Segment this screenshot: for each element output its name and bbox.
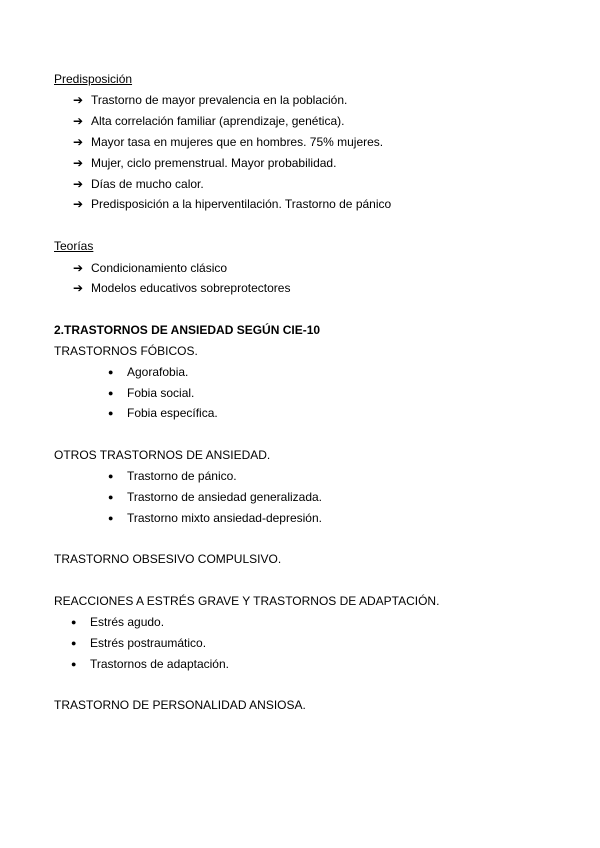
bullet-icon: ● — [71, 659, 77, 669]
list-item-text: Fobia específica. — [127, 406, 218, 420]
list-item-text: Trastorno de ansiedad generalizada. — [127, 490, 323, 504]
list-item-text: Trastorno de mayor prevalencia en la población. — [91, 93, 348, 107]
arrow-icon: ➔ — [73, 197, 84, 211]
list-item-text: Condicionamiento clásico — [91, 261, 228, 275]
fobicos-label: TRASTORNOS FÓBICOS. — [54, 344, 198, 358]
arrow-icon: ➔ — [73, 135, 84, 149]
bullet-icon: ● — [108, 388, 114, 398]
bullet-icon: ● — [108, 471, 114, 481]
list-item-text: Fobia social. — [127, 386, 195, 400]
bullet-icon: ● — [108, 492, 114, 502]
list-item-text: Mujer, ciclo premenstrual. Mayor probabilidad. — [91, 156, 337, 170]
bullet-icon: ● — [108, 367, 114, 377]
list-item-text: Estrés postraumático. — [90, 636, 207, 650]
personalidad-label: TRASTORNO DE PERSONALIDAD ANSIOSA. — [54, 698, 306, 712]
list-item-text: Alta correlación familiar (aprendizaje, genética). — [91, 114, 345, 128]
arrow-icon: ➔ — [73, 261, 84, 275]
list-item-text: Días de mucho calor. — [91, 177, 204, 191]
predisposicion-heading: Predisposición — [54, 72, 133, 86]
list-item-text: Trastorno de pánico. — [127, 469, 237, 483]
bullet-icon: ● — [71, 617, 77, 627]
list-item-text: Agorafobia. — [127, 365, 189, 379]
teorias-heading: Teorías — [54, 239, 94, 253]
bullet-icon: ● — [108, 513, 114, 523]
list-item-text: Predisposición a la hiperventilación. Trastorno de pánico — [91, 197, 392, 211]
bullet-icon: ● — [108, 408, 114, 418]
list-item-text: Modelos educativos sobreprotectores — [91, 281, 291, 295]
list-item-text: Trastornos de adaptación. — [90, 657, 229, 671]
arrow-icon: ➔ — [73, 281, 84, 295]
list-item-text: Trastorno mixto ansiedad-depresión. — [127, 511, 322, 525]
list-item-text: Mayor tasa en mujeres que en hombres. 75% mujeres. — [91, 135, 384, 149]
otros-label: OTROS TRASTORNOS DE ANSIEDAD. — [54, 448, 271, 462]
bullet-icon: ● — [71, 638, 77, 648]
arrow-icon: ➔ — [73, 93, 84, 107]
arrow-icon: ➔ — [73, 114, 84, 128]
list-item-text: Estrés agudo. — [90, 615, 165, 629]
section-title: 2.TRASTORNOS DE ANSIEDAD SEGÚN CIE-10 — [54, 323, 321, 337]
toc-label: TRASTORNO OBSESIVO COMPULSIVO. — [54, 552, 282, 566]
arrow-icon: ➔ — [73, 156, 84, 170]
reacciones-label: REACCIONES A ESTRÉS GRAVE Y TRASTORNOS DE ADAPTACIÓN. — [54, 594, 440, 608]
arrow-icon: ➔ — [73, 177, 84, 191]
